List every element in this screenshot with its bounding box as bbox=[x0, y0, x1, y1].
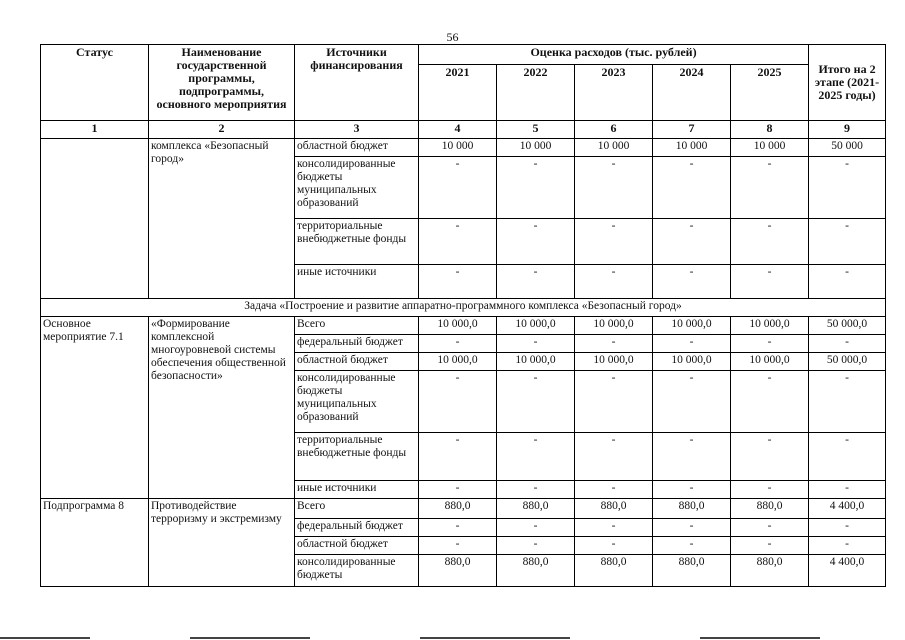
value-cell: - bbox=[497, 265, 575, 299]
value-cell: 10 000 bbox=[419, 139, 497, 157]
column-number: 9 bbox=[809, 121, 886, 139]
source-cell: областной бюджет bbox=[295, 139, 419, 157]
block-event-rows bbox=[41, 317, 886, 499]
block-complex-rows bbox=[41, 139, 886, 299]
value-cell: - bbox=[575, 335, 653, 353]
column-number: 7 bbox=[653, 121, 731, 139]
value-cell: - bbox=[653, 157, 731, 219]
value-cell: - bbox=[575, 433, 653, 481]
value-cell: - bbox=[575, 537, 653, 555]
value-cell: 880,0 bbox=[575, 499, 653, 519]
value-cell: - bbox=[497, 157, 575, 219]
value-cell: 10 000,0 bbox=[497, 317, 575, 335]
value-cell: - bbox=[575, 157, 653, 219]
header-year: 2023 bbox=[575, 65, 653, 121]
column-number: 6 bbox=[575, 121, 653, 139]
total-cell: - bbox=[809, 481, 886, 499]
total-cell: - bbox=[809, 371, 886, 433]
value-cell: - bbox=[419, 481, 497, 499]
total-cell: - bbox=[809, 537, 886, 555]
value-cell: 10 000,0 bbox=[731, 353, 809, 371]
budget-table bbox=[40, 44, 886, 587]
header-row bbox=[41, 45, 886, 65]
status-cell: Основное мероприятие 7.1 bbox=[41, 317, 149, 499]
value-cell: 10 000 bbox=[575, 139, 653, 157]
header-name: Наименование государственной программы, подпрограммы, основного мероприятия bbox=[149, 45, 295, 121]
total-cell: 50 000,0 bbox=[809, 317, 886, 335]
value-cell: - bbox=[653, 265, 731, 299]
source-cell: территориальные внебюджетные фонды bbox=[295, 219, 419, 265]
value-cell: - bbox=[653, 335, 731, 353]
value-cell: - bbox=[497, 519, 575, 537]
column-number: 2 bbox=[149, 121, 295, 139]
value-cell: - bbox=[497, 371, 575, 433]
value-cell: - bbox=[497, 481, 575, 499]
value-cell: 10 000 bbox=[497, 139, 575, 157]
name-cell: комплекса «Безопасный город» bbox=[149, 139, 295, 299]
header-year: 2025 bbox=[731, 65, 809, 121]
value-cell: - bbox=[731, 335, 809, 353]
table-row bbox=[41, 139, 886, 157]
value-cell: - bbox=[497, 219, 575, 265]
value-cell: 10 000,0 bbox=[731, 317, 809, 335]
value-cell: - bbox=[497, 335, 575, 353]
name-cell: Противодействие терроризму и экстремизму bbox=[149, 499, 295, 587]
table-row bbox=[41, 499, 886, 519]
value-cell: - bbox=[575, 219, 653, 265]
column-numbers-row bbox=[41, 121, 886, 139]
name-cell: «Формирование комплексной многоуровневой системы обеспечения общественной безопасности» bbox=[149, 317, 295, 499]
total-cell: - bbox=[809, 219, 886, 265]
column-number: 5 bbox=[497, 121, 575, 139]
value-cell: 880,0 bbox=[419, 499, 497, 519]
value-cell: - bbox=[653, 537, 731, 555]
scan-edge-line bbox=[420, 637, 570, 639]
value-cell: 880,0 bbox=[731, 555, 809, 587]
total-cell: - bbox=[809, 265, 886, 299]
value-cell: 10 000 bbox=[731, 139, 809, 157]
value-cell: - bbox=[731, 219, 809, 265]
header-total: Итого на 2 этапе (2021-2025 годы) bbox=[809, 45, 886, 121]
source-cell: федеральный бюджет bbox=[295, 335, 419, 353]
total-cell: 4 400,0 bbox=[809, 555, 886, 587]
value-cell: 10 000 bbox=[653, 139, 731, 157]
value-cell: 880,0 bbox=[497, 499, 575, 519]
task-row bbox=[41, 299, 886, 317]
header-year: 2024 bbox=[653, 65, 731, 121]
status-cell: Подпрограмма 8 bbox=[41, 499, 149, 587]
source-cell: Всего bbox=[295, 499, 419, 519]
total-cell: - bbox=[809, 335, 886, 353]
header-year: 2021 bbox=[419, 65, 497, 121]
value-cell: - bbox=[731, 157, 809, 219]
value-cell: - bbox=[497, 433, 575, 481]
value-cell: 10 000,0 bbox=[575, 317, 653, 335]
value-cell: - bbox=[575, 481, 653, 499]
header-year: 2022 bbox=[497, 65, 575, 121]
value-cell: - bbox=[575, 265, 653, 299]
value-cell: - bbox=[653, 219, 731, 265]
total-cell: 50 000,0 bbox=[809, 353, 886, 371]
value-cell: - bbox=[419, 265, 497, 299]
scan-edge-line bbox=[0, 637, 90, 639]
source-cell: территориальные внебюджетные фонды bbox=[295, 433, 419, 481]
status-cell bbox=[41, 139, 149, 299]
value-cell: 880,0 bbox=[653, 555, 731, 587]
value-cell: - bbox=[497, 537, 575, 555]
value-cell: - bbox=[419, 157, 497, 219]
value-cell: - bbox=[419, 219, 497, 265]
total-cell: 50 000 bbox=[809, 139, 886, 157]
value-cell: 880,0 bbox=[419, 555, 497, 587]
value-cell: - bbox=[419, 519, 497, 537]
value-cell: 10 000,0 bbox=[653, 317, 731, 335]
column-number: 1 bbox=[41, 121, 149, 139]
scan-edge-line bbox=[700, 637, 820, 639]
value-cell: 10 000,0 bbox=[575, 353, 653, 371]
column-number: 4 bbox=[419, 121, 497, 139]
value-cell: 880,0 bbox=[731, 499, 809, 519]
source-cell: областной бюджет bbox=[295, 353, 419, 371]
value-cell: 880,0 bbox=[497, 555, 575, 587]
value-cell: - bbox=[653, 519, 731, 537]
total-cell: - bbox=[809, 433, 886, 481]
page-number: 56 bbox=[446, 30, 459, 44]
value-cell: 10 000,0 bbox=[497, 353, 575, 371]
source-cell: иные источники bbox=[295, 265, 419, 299]
source-cell: консолидированные бюджеты муниципальных образований bbox=[295, 157, 419, 219]
value-cell: - bbox=[731, 371, 809, 433]
source-cell: иные источники bbox=[295, 481, 419, 499]
value-cell: - bbox=[653, 433, 731, 481]
value-cell: - bbox=[731, 265, 809, 299]
source-cell: консолидированные бюджеты муниципальных образований bbox=[295, 371, 419, 433]
value-cell: 880,0 bbox=[575, 555, 653, 587]
column-number: 3 bbox=[295, 121, 419, 139]
value-cell: - bbox=[653, 481, 731, 499]
value-cell: - bbox=[731, 519, 809, 537]
header-status: Статус bbox=[41, 45, 149, 121]
value-cell: - bbox=[575, 371, 653, 433]
source-cell: консолидированные бюджеты bbox=[295, 555, 419, 587]
value-cell: - bbox=[731, 481, 809, 499]
value-cell: - bbox=[653, 371, 731, 433]
value-cell: - bbox=[419, 537, 497, 555]
column-number: 8 bbox=[731, 121, 809, 139]
table-row bbox=[41, 317, 886, 335]
value-cell: - bbox=[575, 519, 653, 537]
value-cell: - bbox=[419, 335, 497, 353]
source-cell: федеральный бюджет bbox=[295, 519, 419, 537]
block-subprogram-rows bbox=[41, 499, 886, 587]
value-cell: 10 000,0 bbox=[653, 353, 731, 371]
source-cell: Всего bbox=[295, 317, 419, 335]
source-cell: областной бюджет bbox=[295, 537, 419, 555]
value-cell: 10 000,0 bbox=[419, 317, 497, 335]
header-estimate: Оценка расходов (тыс. рублей) bbox=[419, 45, 809, 65]
value-cell: - bbox=[731, 433, 809, 481]
value-cell: - bbox=[731, 537, 809, 555]
value-cell: 10 000,0 bbox=[419, 353, 497, 371]
value-cell: - bbox=[419, 433, 497, 481]
total-cell: 4 400,0 bbox=[809, 499, 886, 519]
total-cell: - bbox=[809, 157, 886, 219]
scan-edge-line bbox=[190, 637, 310, 639]
total-cell: - bbox=[809, 519, 886, 537]
task-title: Задача «Построение и развитие аппаратно-программного комплекса «Безопасный город» bbox=[41, 299, 886, 317]
value-cell: - bbox=[419, 371, 497, 433]
header-sources: Источники финансирования bbox=[295, 45, 419, 121]
value-cell: 880,0 bbox=[653, 499, 731, 519]
